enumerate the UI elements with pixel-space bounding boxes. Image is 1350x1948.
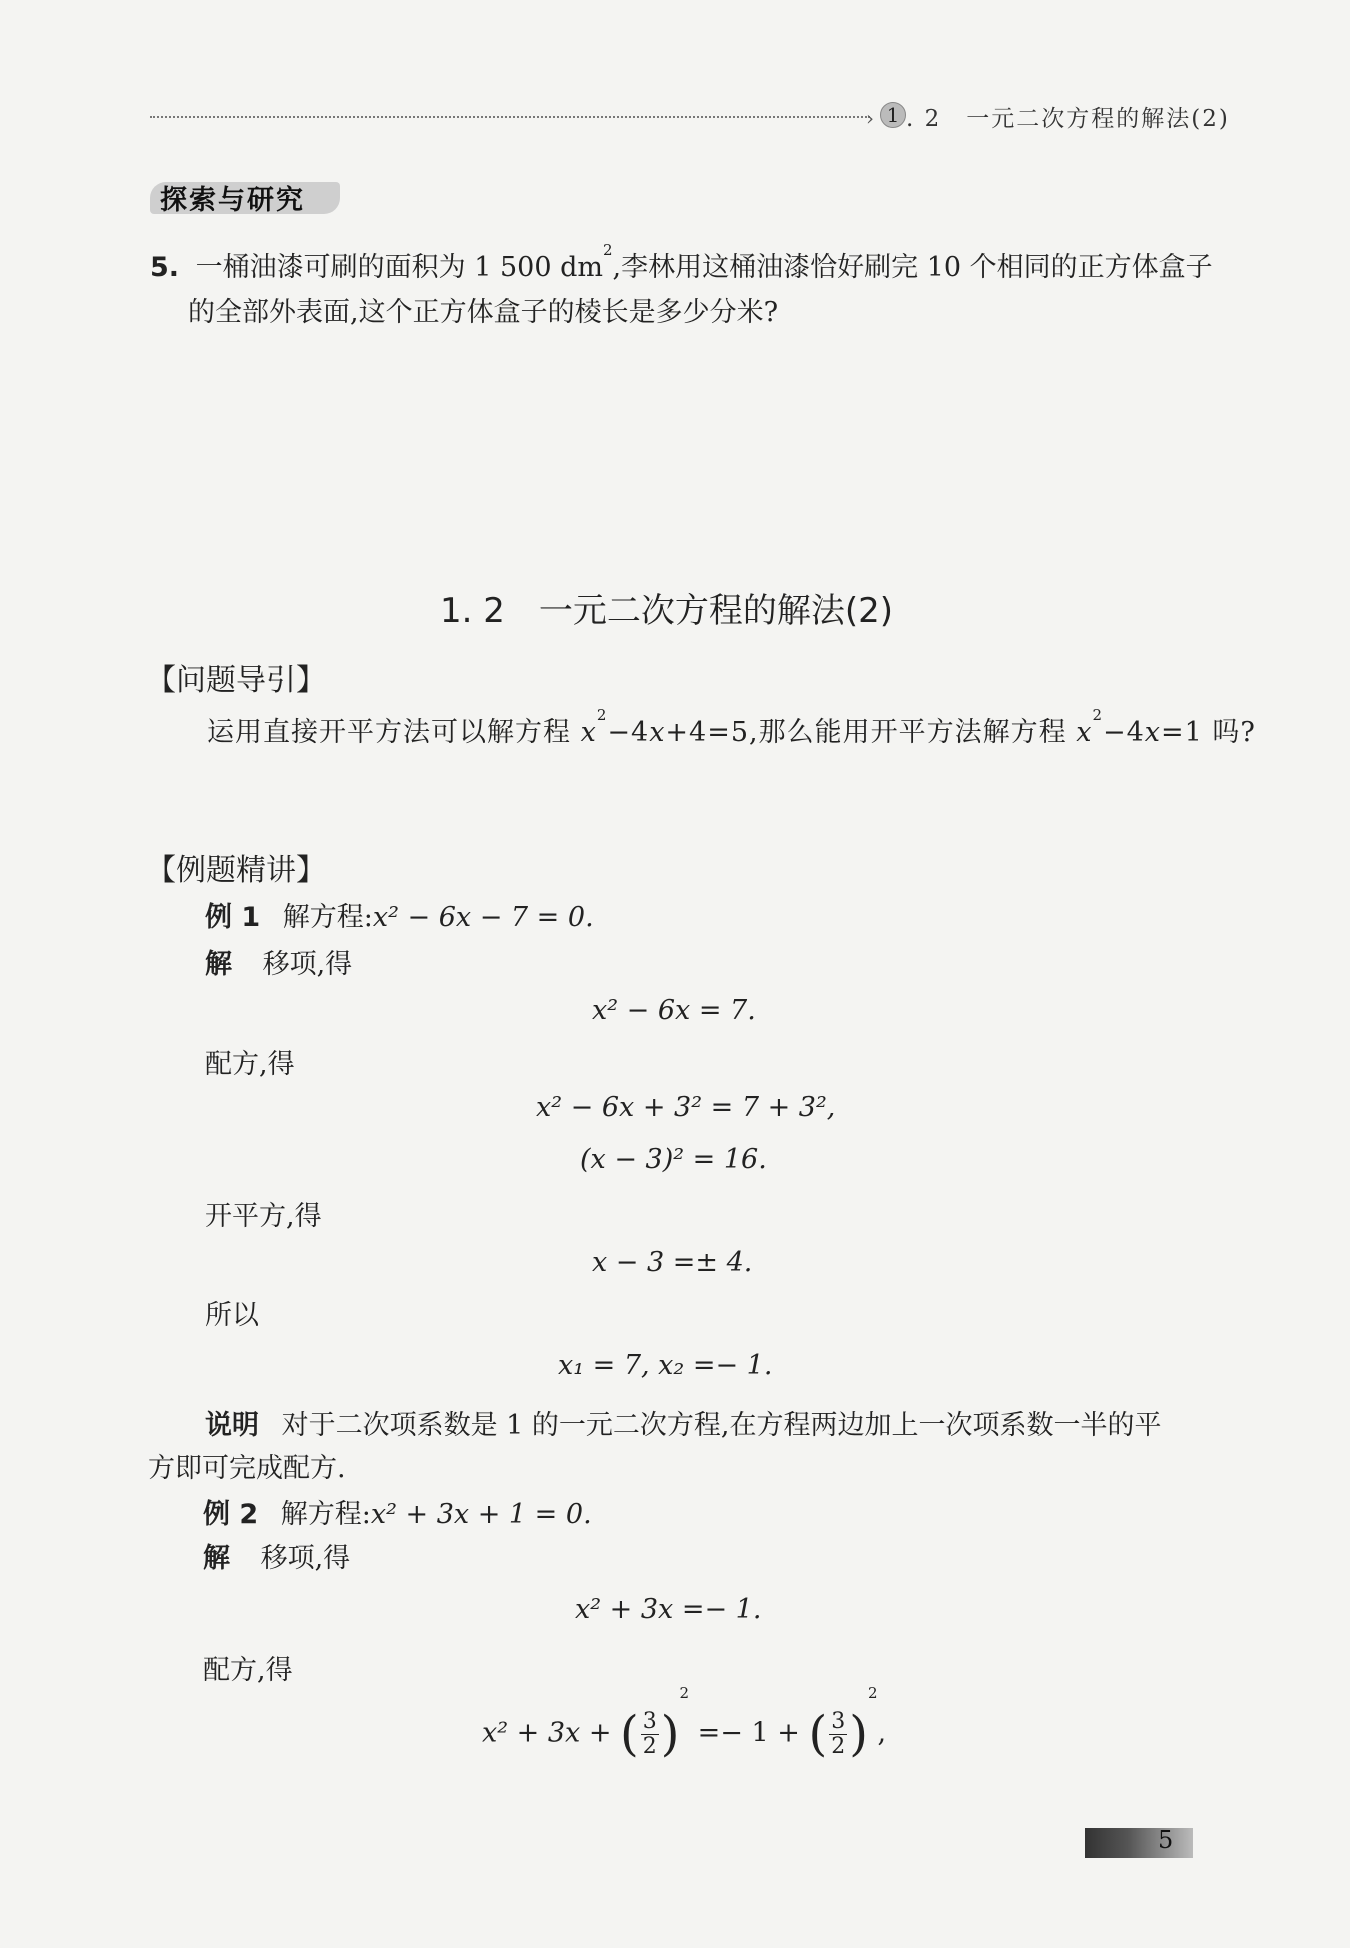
question-5-line-1 [150, 241, 1213, 284]
q5-text-b: ,李林用这桶油漆恰好刷完 10 个相同的正方体盒子 [612, 252, 1213, 283]
fraction [641, 1710, 659, 1759]
note-text: 对于二次项系数是 1 的一元二次方程,在方程两边加上一次项系数一半的平 [281, 1410, 1162, 1441]
pg-text-e: =1 吗? [1161, 717, 1256, 748]
pg-sup: 2 [1092, 706, 1103, 724]
pg-text-c: +4=5,那么能用开平方法解方程 [665, 717, 1077, 748]
left-paren: ( [808, 1706, 828, 1762]
solution-2-line [203, 1536, 350, 1575]
note-line-2: 方即可完成配方. [148, 1453, 346, 1484]
fraction-denominator: 2 [831, 1733, 846, 1759]
example-1-equation: x² − 6x − 7 = 0. [372, 902, 594, 933]
page-number: 5 [1158, 1826, 1174, 1854]
exponent: 2 [867, 1684, 878, 1702]
question-5-line-2: 的全部外表面,这个正方体盒子的棱长是多少分米? [188, 297, 779, 328]
right-paren: ) [849, 1706, 868, 1762]
solution-1-line [205, 942, 352, 981]
section-title: 1. 2 一元二次方程的解法(2) [440, 591, 894, 631]
badge-label: 探索与研究 [160, 185, 305, 216]
solution-step-move: 移项,得 [260, 1543, 351, 1574]
step-therefore: 所以 [205, 1300, 259, 1331]
pg-var-x: x [580, 717, 597, 748]
running-header-title: . 2 一元二次方程的解法(2) [906, 106, 1230, 132]
pg-text-b: −4 [607, 717, 650, 748]
right-paren: ) [660, 1706, 680, 1762]
fraction-denominator: 2 [642, 1733, 657, 1759]
problem-guide-text [207, 706, 1256, 749]
fraction-numerator: 3 [642, 1708, 657, 1734]
equation-3: (x − 3)² = 16. [580, 1144, 767, 1175]
problem-guide-heading: 【问题导引】 [146, 663, 326, 698]
header-arrow-icon: › [866, 106, 874, 130]
question-number: 5. [150, 252, 180, 283]
q5-sup: 2 [603, 241, 613, 259]
step-complete-square: 配方,得 [205, 1049, 295, 1080]
note-line-1 [205, 1403, 1162, 1442]
header-dotted-line [150, 116, 870, 118]
example-1-prompt: 解方程: [282, 902, 373, 933]
page-number-bar [1085, 1828, 1193, 1858]
equation-4: x − 3 =± 4. [592, 1247, 753, 1278]
step-complete-square-2: 配方,得 [203, 1655, 293, 1686]
example-2-equation: x² + 3x + 1 = 0. [370, 1499, 592, 1530]
pg-text-a: 运用直接开平方法可以解方程 [207, 717, 581, 748]
q5-text-a: 一桶油漆可刷的面积为 1 500 dm [195, 252, 603, 283]
pg-var-x: x [1076, 717, 1093, 748]
chapter-circle-badge: 1 [880, 102, 906, 128]
example-1-label: 例 1 [205, 902, 261, 933]
explore-badge [150, 178, 340, 214]
equation-2: x² − 6x + 3² = 7 + 3², [536, 1092, 836, 1123]
solution-label: 解 [203, 1543, 230, 1574]
eq7-left: x² + 3x + [482, 1717, 612, 1749]
solution-label: 解 [205, 949, 232, 980]
pg-text-d: −4 [1102, 717, 1145, 748]
pg-var-x: x [649, 717, 666, 748]
pg-sup: 2 [596, 706, 608, 724]
fraction [829, 1710, 847, 1759]
equation-5: x₁ = 7, x₂ =− 1. [558, 1350, 773, 1381]
equation-6: x² + 3x =− 1. [575, 1594, 762, 1625]
example-2-line [203, 1492, 592, 1531]
solution-step-move: 移项,得 [262, 949, 353, 980]
eq7-end: , [877, 1717, 887, 1749]
fraction-numerator: 3 [831, 1708, 846, 1734]
equation-1: x² − 6x = 7. [592, 995, 756, 1026]
pg-var-x: x [1144, 717, 1162, 748]
example-2-label: 例 2 [203, 1499, 259, 1530]
left-paren: ( [620, 1706, 639, 1762]
examples-heading: 【例题精讲】 [146, 853, 326, 888]
step-square-root: 开平方,得 [205, 1201, 322, 1232]
example-2-prompt: 解方程: [280, 1499, 371, 1530]
eq7-mid: =− 1 + [697, 1717, 800, 1749]
note-label: 说明 [205, 1410, 259, 1441]
exponent: 2 [679, 1684, 690, 1702]
example-1-line [205, 895, 594, 934]
equation-7 [482, 1684, 887, 1762]
